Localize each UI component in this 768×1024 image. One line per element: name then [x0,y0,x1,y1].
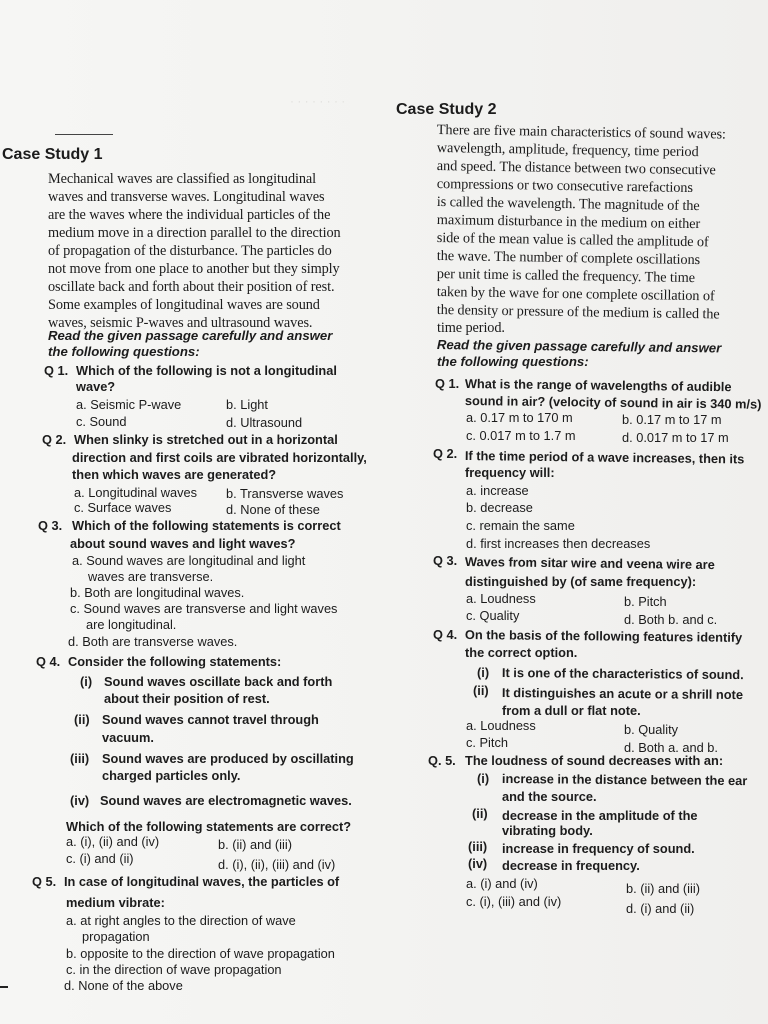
passage-line: taken by the wave for one complete oscillation of [436,283,715,305]
passage-line: maximum disturbance in the medium on either [436,211,701,233]
option: c. Quality [466,608,520,623]
passage-line: of propagation of the disturbance. The particles do [48,243,332,259]
statement: charged particles only. [102,768,241,783]
statement-number: (ii) [473,683,489,698]
statement: Sound waves are produced by oscillating [102,751,354,766]
statement-number: (i) [477,771,490,786]
question-number: Q 2. [42,432,67,447]
question-number: Q 1. [435,376,460,391]
passage-line: not move from one place to another but they simply [48,261,340,277]
margin-mark [0,986,8,988]
statement-number: (iii) [70,751,90,766]
question-text: medium vibrate: [66,895,165,910]
option: b. Both are longitudinal waves. [70,585,245,600]
option: waves are transverse. [88,569,214,584]
instruction: Read the given passage carefully and answer [48,328,333,343]
instruction: the following questions: [48,344,200,359]
statement: and the source. [502,789,597,804]
question-number: Q 4. [36,654,61,669]
option: b. opposite to the direction of wave propagation [66,946,335,961]
statement-number: (i) [477,665,490,680]
question-number: Q. 5. [428,753,456,768]
option: b. decrease [466,500,533,515]
question-text: Waves from sitar wire and veena wire are [464,553,715,573]
question-text: then which waves are generated? [72,467,277,482]
option: d. None of these [226,502,320,517]
statement-number: (iii) [468,839,488,854]
statement: vibrating body. [502,823,593,838]
option: b. Pitch [624,594,667,609]
statement: increase in the distance between the ear [501,770,748,789]
passage-line: and speed. The distance between two consecutive [436,157,716,179]
question-text: The loudness of sound decreases with an: [465,753,724,768]
statement-number: (ii) [472,806,488,821]
question-text: What is the range of wavelengths of audible [464,375,732,395]
option: b. Light [226,397,268,412]
option: a. Loudness [466,591,536,606]
option: c. remain the same [466,518,575,533]
option: d. (i), (ii), (iii) and (iv) [218,857,336,872]
option: d. Ultrasound [226,415,303,430]
statement-number: (iv) [468,856,488,871]
question-text: When slinky is stretched out in a horizontal [74,432,338,447]
question-text: direction and first coils are vibrated horizontally, [72,450,367,465]
option: c. 0.017 m to 1.7 m [466,428,576,443]
question-text: Which of the following is not a longitudinal [76,363,337,378]
bleed-through: · · · · · · · · [290,94,346,108]
question-text: On the basis of the following features identify [464,626,743,645]
statement: decrease in the amplitude of the [502,808,698,823]
question-number: Q 3. [433,553,458,568]
option: c. Pitch [466,735,508,750]
passage-line: per unit time is called the frequency. The time [436,265,696,287]
question-number: Q 4. [433,627,458,642]
statement: vacuum. [102,730,154,745]
option: a. (i), (ii) and (iv) [66,834,160,849]
option: a. 0.17 m to 170 m [466,410,573,425]
passage-line: the density or pressure of the medium is called the [436,301,720,323]
statement-number: (ii) [74,712,90,727]
passage-line: the wave. The number of complete oscillations [436,247,701,269]
option: a. Loudness [466,718,536,733]
passage-line: Mechanical waves are classified as longitudinal [48,171,317,187]
heading-rule [55,134,113,135]
option: d. Both a. and b. [624,740,718,755]
statement: Sound waves oscillate back and forth [104,674,333,689]
option: b. (ii) and (iii) [218,837,292,852]
question-text: frequency will: [465,465,555,480]
option: c. Sound waves are transverse and light waves [70,601,338,616]
option: d. first increases then decreases [466,536,651,551]
passage-line: are the waves where the individual particles of the [48,207,331,223]
option: c. (i), (iii) and (iv) [466,894,562,909]
option: d. None of the above [64,978,183,993]
passage-line: side of the mean value is called the amplitude of [436,229,709,251]
option: d. (i) and (ii) [626,901,695,916]
option: c. Surface waves [74,500,172,515]
option: a. increase [466,483,529,498]
passage-line: Some examples of longitudinal waves are sound [48,297,320,313]
statement: from a dull or flat note. [502,703,641,718]
statement-number: (i) [80,674,93,689]
case-study-2-heading: Case Study 2 [396,101,497,118]
option: c. in the direction of wave propagation [66,962,282,977]
question-number: Q 1. [44,363,69,378]
statement: It distinguishes an acute or a shrill note [501,684,744,703]
statement: Sound waves are electromagnetic waves. [100,793,352,808]
option: a. Longitudinal waves [74,485,198,500]
passage-line: waves and transverse waves. Longitudinal waves [48,189,325,205]
option: c. Sound [76,414,127,429]
question-text: Which of the following statements is correct [72,518,341,533]
passage-line: wavelength, amplitude, frequency, time period [436,139,699,161]
option: c. (i) and (ii) [66,851,134,866]
statement: It is one of the characteristics of sound. [501,664,744,683]
question-number: Q 5. [32,874,57,889]
passage-line: is called the wavelength. The magnitude of the [436,193,700,215]
question-text: Consider the following statements: [68,654,282,669]
question-text: Which of the following statements are correct? [66,819,352,834]
option: b. 0.17 m to 17 m [622,412,722,427]
question-text: In case of longitudinal waves, the particles of [64,874,340,889]
option: d. Both b. and c. [624,612,718,627]
question-number: Q 3. [38,518,63,533]
option: a. Sound waves are longitudinal and light [72,553,306,568]
passage-line: medium move in a direction parallel to the direction [48,225,341,241]
question-text: sound in air? (velocity of sound in air is 340 m/s) [464,392,762,412]
option: a. (i) and (iv) [466,876,538,891]
passage-line: time period. [437,320,505,336]
option: a. Seismic P-wave [76,397,182,412]
question-text: about sound waves and light waves? [70,536,296,551]
statement: Sound waves cannot travel through [102,712,319,727]
question-text: wave? [76,379,116,394]
option: b. (ii) and (iii) [626,881,700,896]
option: d. Both are transverse waves. [68,634,238,649]
question-text: If the time period of a wave increases, then its [464,447,745,467]
question-text: the correct option. [465,645,578,660]
statement-number: (iv) [70,793,90,808]
option: propagation [82,929,150,944]
instruction: Read the given passage carefully and answer [436,337,722,356]
statement: about their position of rest. [104,691,270,706]
passage-line: There are five main characteristics of sound waves: [436,121,727,143]
option: a. at right angles to the direction of wave [66,913,296,928]
option: b. Quality [624,722,679,737]
instruction: the following questions: [437,354,589,369]
statement: increase in frequency of sound. [502,841,695,856]
option: are longitudinal. [86,617,177,632]
statement: decrease in frequency. [502,858,640,873]
question-number: Q 2. [433,446,458,461]
passage-line: compressions or two consecutive rarefactions [436,175,693,197]
passage-line: waves, seismic P-waves and ultrasound waves. [48,315,313,331]
case-study-1-heading: Case Study 1 [2,146,103,163]
option: b. Transverse waves [226,486,344,501]
question-text: distinguished by (of same frequency): [465,574,697,589]
option: d. 0.017 m to 17 m [622,430,729,445]
passage-line: oscillate back and forth about their position of rest. [48,279,335,295]
